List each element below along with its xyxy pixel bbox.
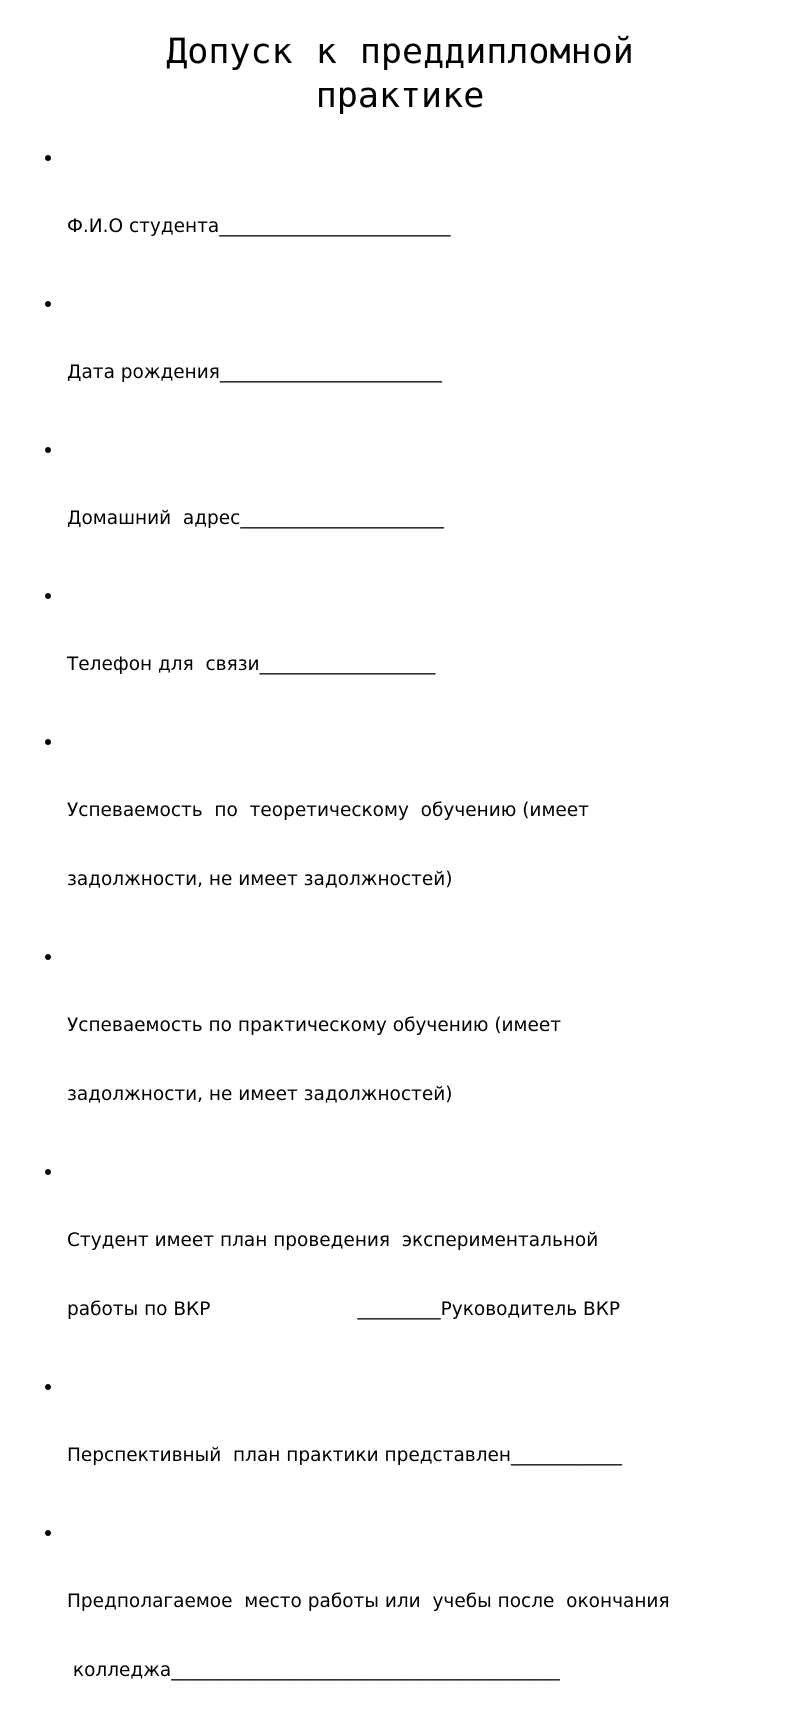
- bullet-text: Домашний адрес______________________: [67, 508, 444, 529]
- bullet-dot-icon: [45, 1384, 51, 1390]
- bullet-item-practice-plan: [45, 1375, 775, 1513]
- bullet-dot-icon: [45, 1530, 51, 1536]
- bullet-text: Перспективный план практики представлен____________: [67, 1445, 623, 1466]
- bullet-text: Телефон для связи___________________: [67, 654, 436, 675]
- bullet-item-practice-performance: [45, 945, 775, 1152]
- bullet-text: Дата рождения________________________: [67, 362, 442, 383]
- bullet-text-continuation: колледжа__________________________________________: [67, 1660, 560, 1681]
- bullet-item-student-name: [45, 146, 775, 284]
- bullet-dot-icon: [45, 155, 51, 161]
- slide-title: [100, 30, 700, 118]
- bullet-list: [45, 146, 775, 1736]
- bullet-text: Студент имеет план проведения экспериментальной: [67, 1230, 599, 1251]
- bullet-text: Ф.И.О студента_________________________: [67, 216, 451, 237]
- bullet-dot-icon: [45, 739, 51, 745]
- bullet-text: Предполагаемое место работы или учебы после окончания: [67, 1591, 670, 1612]
- bullet-item-phone: [45, 584, 775, 722]
- bullet-item-home-address: [45, 438, 775, 576]
- bullet-dot-icon: [45, 954, 51, 960]
- bullet-dot-icon: [45, 593, 51, 599]
- bullet-dot-icon: [45, 447, 51, 453]
- bullet-text-continuation: задолжности, не имеет задолжностей): [67, 869, 453, 890]
- bullet-item-birth-date: [45, 292, 775, 430]
- bullet-text: Успеваемость по практическому обучению (имеет: [67, 1015, 562, 1036]
- bullet-text: Успеваемость по теоретическому обучению (имеет: [67, 800, 589, 821]
- slide-title-line-1: Допуск к преддипломной: [166, 32, 634, 72]
- bullet-dot-icon: [45, 1169, 51, 1175]
- bullet-item-theory-performance: [45, 730, 775, 937]
- bullet-item-future-workplace: [45, 1521, 775, 1728]
- bullet-item-experiment-plan: [45, 1160, 775, 1367]
- bullet-text-continuation: задолжности, не имеет задолжностей): [67, 1084, 453, 1105]
- bullet-dot-icon: [45, 301, 51, 307]
- slide-title-line-2: практике: [315, 76, 485, 116]
- bullet-text-continuation: работы по ВКР _________Руководитель ВКР: [67, 1299, 620, 1320]
